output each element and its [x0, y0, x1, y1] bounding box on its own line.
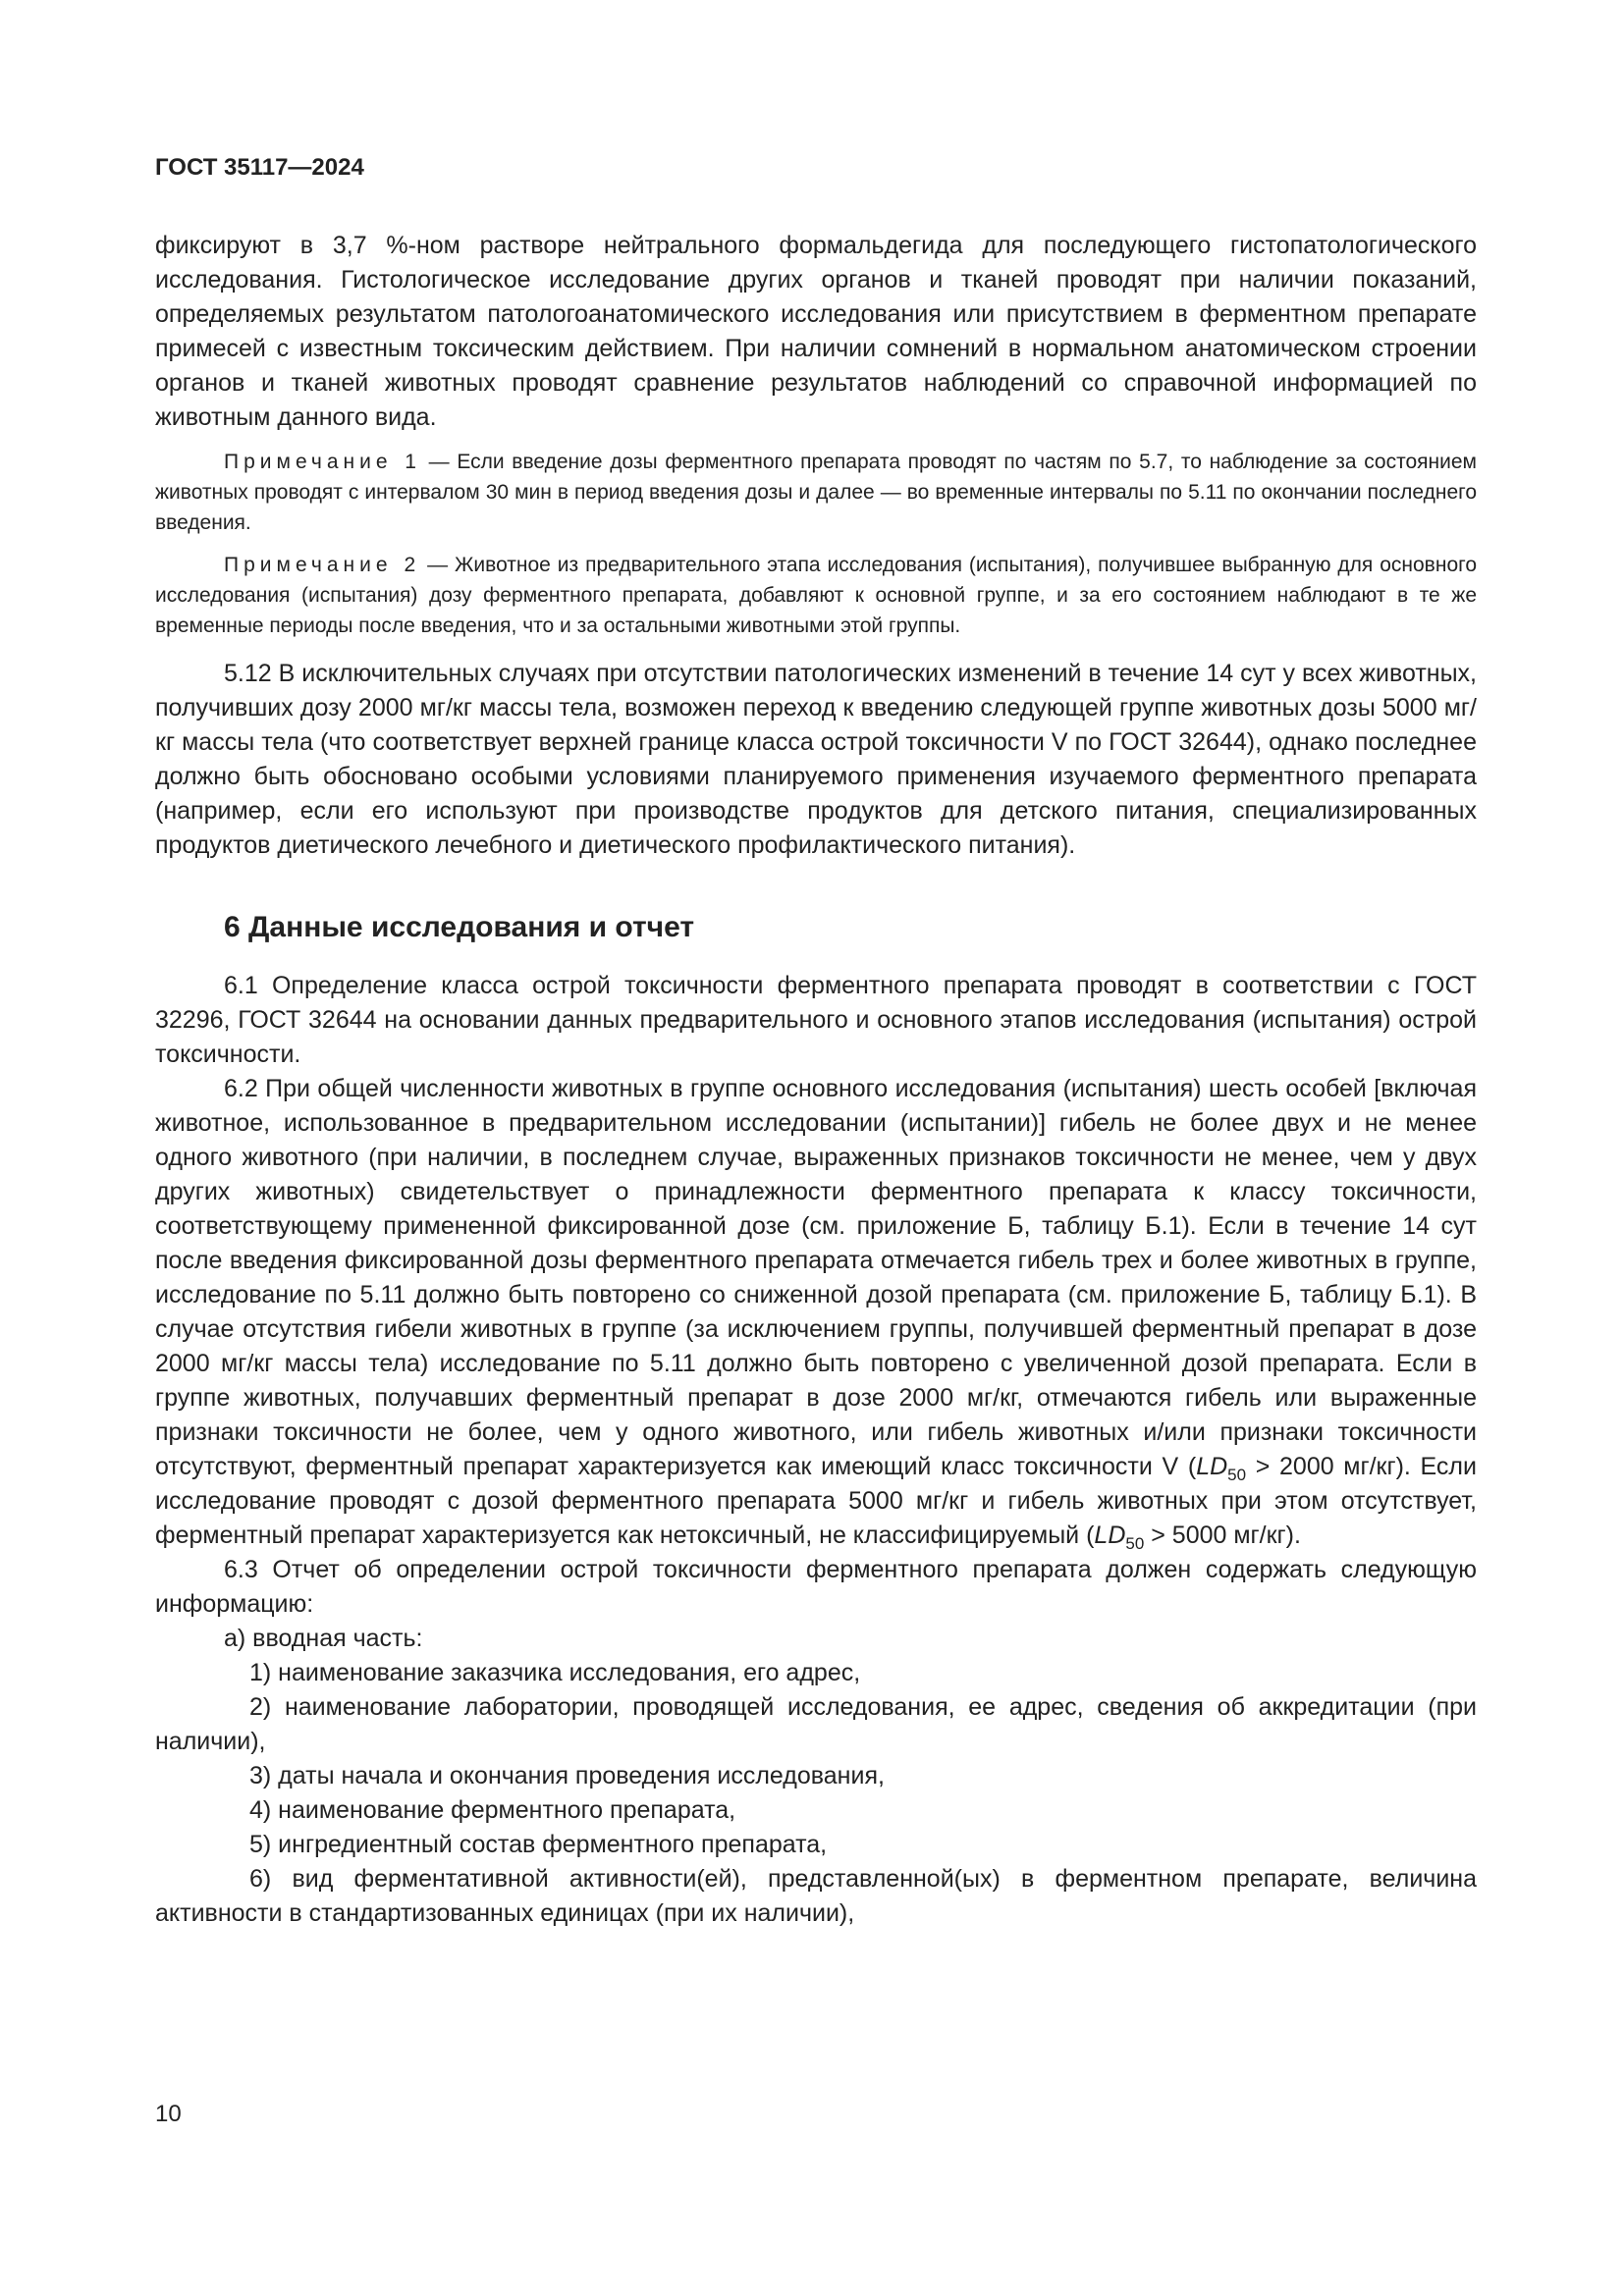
list-item-4: 4) наименование ферментного препарата,	[249, 1796, 736, 1824]
list-item-1: 1) наименование заказчика исследования, его адрес,	[249, 1659, 861, 1686]
paragraph-6-2-part-b: > 2000 мг/кг). Если исследование проводят с дозой ферментного препарата 5000 мг/кг и гибель животных при этом отсутствует, ферментный препарат характеризуется как нетоксичный, не классифицируемый (	[155, 1453, 1477, 1549]
paragraph-6-2	[155, 1072, 1477, 1553]
ld-label-2: LD	[1094, 1522, 1126, 1549]
note-2-text: — Животное из предварительного этапа исследования (испытания), получившее выбранную для основного исследования (испытания) дозу ферментного препарата, добавляют к основной группе, и за его состоянием наблюдают в те же временные периоды после введения, что и за остальными животными этой группы.	[155, 554, 1477, 637]
ld-subscript-1: 50	[1227, 1466, 1247, 1484]
page-number: 10	[155, 2101, 182, 2127]
list-item-5: 5) ингредиентный состав ферментного препарата,	[249, 1831, 828, 1858]
paragraph-6-2-part-a: 6.2 При общей численности животных в группе основного исследования (испытания) шесть особей [включая животное, использованное в предварительном исследовании (испытании)] гибель не более двух и не менее одного животного (при наличии, в последнем случае, выраженных признаков токсичности не менее, чем у двух других животных) свидетельствует о принадлежности ферментного препарата к классу токсичности, соответствующему примененной фиксированной дозе (см. приложение Б, таблицу Б.1). Если в течение 14 сут после введения фиксированной дозы ферментного препарата отмечается гибель трех и более животных в группе, исследование по 5.11 должно быть повторено со сниженной дозой препарата (см. приложение Б, таблицу Б.1). В случае отсутствия гибели животных в группе (за исключением группы, получившей ферментный препарат в дозе 2000 мг/кг массы тела) исследование по 5.11 должно быть повторено с увеличенной дозой препарата. Если в группе животных, получавших ферментный препарат в дозе 2000 мг/кг, отмечаются гибель или выраженные признаки токсичности не более, чем у одного животного, или гибель животных и/или признаки токсичности отсутствуют, ферментный препарат характеризуется как имеющий класс токсичности V (	[155, 1075, 1477, 1480]
list-item-3: 3) даты начала и окончания проведения исследования,	[249, 1762, 885, 1789]
note-1-label: Примечание 1	[224, 451, 421, 473]
paragraph-intro: фиксируют в 3,7 %-ном растворе нейтрального формальдегида для последующего гистопатологического исследования. Гистологическое исследование других органов и тканей проводят при наличии показаний, определяемых результатом патологоанатомического исследования или присутствием в ферментном препарате примесей с известным токсическим действием. При наличии сомнений в нормальном анатомическом строении органов и тканей животных проводят сравнение результатов наблюдений со справочной информацией по животным данного вида.	[155, 232, 1477, 431]
list-item-a: а) вводная часть:	[224, 1625, 423, 1652]
document-body	[155, 229, 1477, 1931]
document-header-id: ГОСТ 35117—2024	[155, 154, 364, 181]
list-item-6: 6) вид ферментативной активности(ей), представленной(ых) в ферментном препарате, величина активности в стандартизованных единицах (при их наличии),	[155, 1865, 1477, 1927]
note-1-text: — Если введение дозы ферментного препарата проводят по частям по 5.7, то наблюдение за состоянием животных проводят с интервалом 30 мин в период введения дозы и далее — во временные интервалы по 5.11 по окончании последнего введения.	[155, 451, 1477, 534]
section-6-title: 6 Данные исследования и отчет	[224, 911, 695, 943]
paragraph-5-12: 5.12 В исключительных случаях при отсутствии патологических изменений в течение 14 сут у всех животных, получивших дозу 2000 мг/кг массы тела, возможен переход к введению следующей группе животных дозы 5000 мг/кг массы тела (что соответствует верхней границе класса острой токсичности V по ГОСТ 32644), однако последнее должно быть обосновано особыми условиями планируемого применения изучаемого ферментного препарата (например, если его используют при производстве продуктов для детского питания, специализированных продуктов диетического лечебного и диетического профилактического питания).	[155, 660, 1478, 859]
ld-subscript-2: 50	[1125, 1534, 1145, 1553]
ld-label-1: LD	[1196, 1453, 1228, 1480]
note-2	[155, 550, 1477, 641]
paragraph-6-3: 6.3 Отчет об определении острой токсичности ферментного препарата должен содержать следующую информацию:	[155, 1556, 1477, 1618]
paragraph-6-1: 6.1 Определение класса острой токсичности ферментного препарата проводят в соответствии с ГОСТ 32296, ГОСТ 32644 на основании данных предварительного и основного этапов исследования (испытания) острой токсичности.	[155, 972, 1477, 1068]
note-1	[155, 447, 1477, 538]
list-item-2: 2) наименование лаборатории, проводящей исследования, ее адрес, сведения об аккредитации (при наличии),	[155, 1693, 1477, 1755]
paragraph-6-2-part-c: > 5000 мг/кг).	[1144, 1522, 1301, 1549]
note-2-label: Примечание 2	[224, 554, 421, 576]
